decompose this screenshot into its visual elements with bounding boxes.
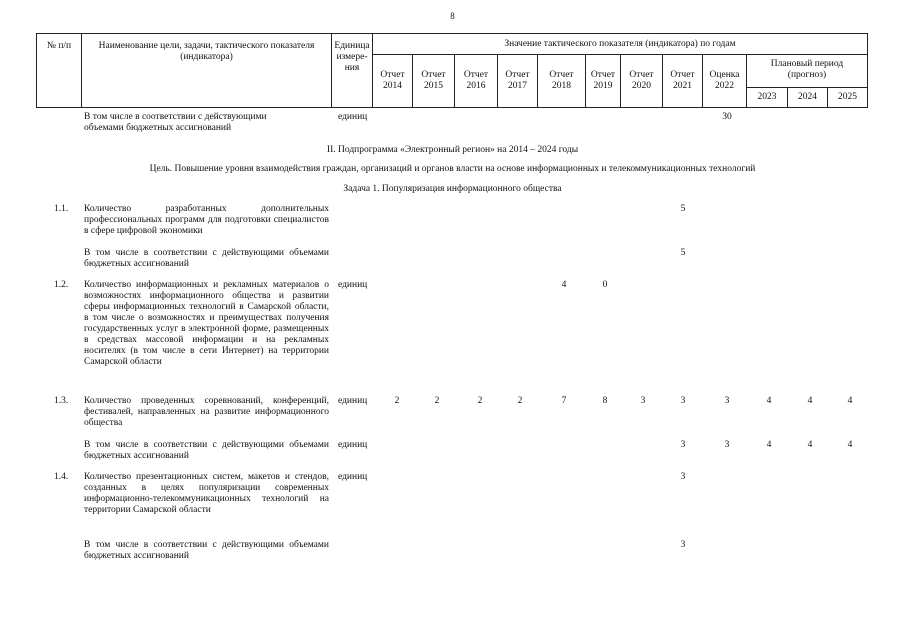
table-header [36, 33, 868, 108]
row-value-2021: 5 [680, 204, 686, 214]
year-col-2015: Отчет 2015 [413, 55, 455, 108]
row-name: Количество информационных и рекламных материалов о возможностях информационного общества и развитии сферы информационных технологий в Самарской области, в том числе о возможностях и преимуществах получения государственных услуг в электронной форме, размещенных в средствах массовой информации и на рекламных носителях (в том числе в сети Интернет) на территории Самарской области [84, 280, 329, 367]
row-name: Количество проведенных соревнований, конференций, фестивалей, направленных на развитие информационного общества [84, 396, 329, 428]
row-name: В том числе в соответствии с действующими объемами бюджетных ассигнований [84, 440, 329, 461]
year-col-2019: Отчет 2019 [586, 55, 621, 108]
year-col-2016: Отчет 2016 [455, 55, 498, 108]
plan-year-2023: 2023 [747, 88, 788, 108]
row-value-2021: 5 [680, 248, 686, 258]
year-col-2014: Отчет 2014 [373, 55, 413, 108]
row-value-2022: 3 [724, 396, 730, 406]
col-name-header: Наименование цели, задачи, тактического показателя (индикатора) [82, 34, 332, 108]
subprogram-title: II. Подпрограмма «Электронный регион» на 2014 – 2024 годы [326, 145, 579, 155]
row-value-2017: 2 [517, 396, 523, 406]
row-number: 1.4. [54, 472, 69, 482]
row-name: В том числе в соответствии с действующими объемами бюджетных ассигнований [84, 248, 329, 269]
row-value-2021: 3 [680, 472, 686, 482]
row-value-2023: 4 [766, 396, 772, 406]
row-value-2025: 4 [847, 396, 853, 406]
row-name: В том числе в соответствии с действующими объемами бюджетных ассигнований [84, 540, 329, 561]
row-value-2018: 4 [561, 280, 567, 290]
year-col-2021: Отчет 2021 [663, 55, 703, 108]
row-number: 1.1. [54, 204, 69, 214]
plan-year-2024: 2024 [788, 88, 828, 108]
top-row-name: В том числе в соответствии с действующими объемами бюджетных ассигнований [84, 112, 267, 133]
year-col-2020: Отчет 2020 [621, 55, 663, 108]
row-number: 1.2. [54, 280, 69, 290]
row-value-2014: 2 [394, 396, 400, 406]
row-value-2018: 7 [561, 396, 567, 406]
row-value-2022: 3 [724, 440, 730, 450]
page-number: 8 [450, 11, 455, 21]
row-number: 1.3. [54, 396, 69, 406]
plan-period-header: Плановый период (прогноз) [747, 55, 868, 88]
col-num-header: № п/п [37, 34, 82, 108]
row-value-2023: 4 [766, 440, 772, 450]
row-value-2025: 4 [847, 440, 853, 450]
task-title: Задача 1. Популяризация информационного общества [343, 184, 562, 194]
year-col-2017: Отчет 2017 [498, 55, 538, 108]
row-value-2021: 3 [680, 540, 686, 550]
row-value-2024: 4 [807, 396, 813, 406]
row-unit: единиц [338, 472, 368, 482]
col-values-header: Значение тактического показателя (индикатора) по годам [373, 34, 868, 55]
row-value-2019: 0 [602, 280, 608, 290]
row-value-2021: 3 [680, 396, 686, 406]
row-name: Количество презентационных систем, макетов и стендов, созданных в целях популяризации современных информационно-телекоммуникационных технологий на территории Самарской области [84, 472, 329, 515]
row-value-2015: 2 [434, 396, 440, 406]
row-unit: единиц [338, 440, 368, 450]
row-value-2021: 3 [680, 440, 686, 450]
year-col-2018: Отчет 2018 [538, 55, 586, 108]
row-value-2019: 8 [602, 396, 608, 406]
plan-year-2025: 2025 [828, 88, 868, 108]
row-unit: единиц [338, 396, 368, 406]
col-unit-header: Единица измере-ния [332, 34, 373, 108]
top-row-unit: единиц [338, 112, 368, 122]
row-value-2020: 3 [640, 396, 646, 406]
row-value-2016: 2 [477, 396, 483, 406]
top-row-value-2022: 30 [722, 112, 732, 122]
row-value-2024: 4 [807, 440, 813, 450]
row-name: Количество разработанных дополнительных профессиональных программ для подготовки специалистов в сфере цифровой экономики [84, 204, 329, 236]
row-unit: единиц [338, 280, 368, 290]
goal-text: Цель. Повышение уровня взаимодействия граждан, организаций и органов власти на основе информационных и телекоммуникационных технологий [149, 164, 756, 174]
year-col-2022: Оценка 2022 [703, 55, 747, 108]
